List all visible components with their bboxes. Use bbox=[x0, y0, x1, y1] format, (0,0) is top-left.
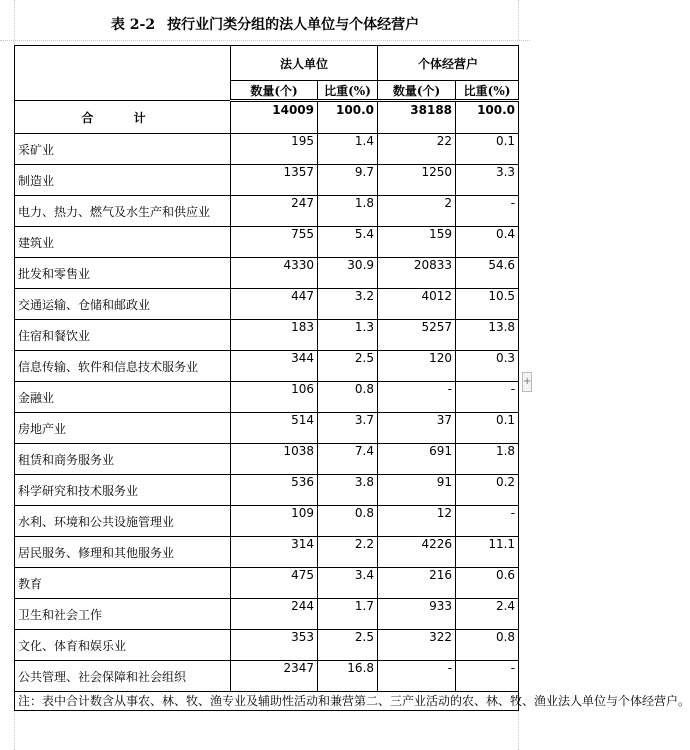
row-value: 0.8 bbox=[318, 506, 378, 537]
row-value: 13.8 bbox=[456, 320, 519, 351]
row-value: 2.5 bbox=[318, 630, 378, 661]
row-label: 住宿和餐饮业 bbox=[15, 320, 231, 351]
row-value: 1038 bbox=[231, 444, 318, 475]
total-value: 100.0 bbox=[456, 101, 519, 134]
row-value: - bbox=[456, 506, 519, 537]
row-value: 10.5 bbox=[456, 289, 519, 320]
plus-icon[interactable]: + bbox=[522, 372, 532, 392]
table-row bbox=[15, 630, 519, 661]
table-row bbox=[15, 413, 519, 444]
row-value: 322 bbox=[378, 630, 456, 661]
row-value: 0.8 bbox=[318, 382, 378, 413]
row-label: 租赁和商务服务业 bbox=[15, 444, 231, 475]
row-value: 30.9 bbox=[318, 258, 378, 289]
row-value: 16.8 bbox=[318, 661, 378, 692]
subheader-share: 比重(%) bbox=[318, 81, 378, 101]
table-row bbox=[15, 165, 519, 196]
row-label: 交通运输、仓储和邮政业 bbox=[15, 289, 231, 320]
row-value: 109 bbox=[231, 506, 318, 537]
row-value: 22 bbox=[378, 134, 456, 165]
row-value: 4226 bbox=[378, 537, 456, 568]
total-value: 38188 bbox=[378, 101, 456, 134]
row-label: 水利、环境和公共设施管理业 bbox=[15, 506, 231, 537]
row-value: 344 bbox=[231, 351, 318, 382]
group-header-individual-households: 个体经营户 bbox=[378, 46, 519, 81]
row-value: 2.4 bbox=[456, 599, 519, 630]
row-value: - bbox=[378, 661, 456, 692]
row-label: 卫生和社会工作 bbox=[15, 599, 231, 630]
row-value: - bbox=[456, 382, 519, 413]
row-value: 3.7 bbox=[318, 413, 378, 444]
row-value: - bbox=[456, 661, 519, 692]
row-value: 247 bbox=[231, 196, 318, 227]
row-value: 9.7 bbox=[318, 165, 378, 196]
table-row bbox=[15, 568, 519, 599]
row-value: 20833 bbox=[378, 258, 456, 289]
subheader-share: 比重(%) bbox=[456, 81, 519, 101]
table-row bbox=[15, 258, 519, 289]
row-value: 5257 bbox=[378, 320, 456, 351]
row-value: 2.5 bbox=[318, 351, 378, 382]
subheader-count: 数量(个) bbox=[378, 81, 456, 101]
row-value: 353 bbox=[231, 630, 318, 661]
row-value: 0.1 bbox=[456, 413, 519, 444]
row-value: 1357 bbox=[231, 165, 318, 196]
row-value: 691 bbox=[378, 444, 456, 475]
row-value: 0.6 bbox=[456, 568, 519, 599]
row-value: 3.8 bbox=[318, 475, 378, 506]
row-value: 2.2 bbox=[318, 537, 378, 568]
group-header-legal-entities: 法人单位 bbox=[231, 46, 378, 81]
row-value: 4012 bbox=[378, 289, 456, 320]
total-row bbox=[15, 101, 519, 134]
table-row bbox=[15, 351, 519, 382]
row-label: 采矿业 bbox=[15, 134, 231, 165]
row-value: 216 bbox=[378, 568, 456, 599]
table-row bbox=[15, 537, 519, 568]
row-value: - bbox=[378, 382, 456, 413]
row-value: 4330 bbox=[231, 258, 318, 289]
row-value: 3.3 bbox=[456, 165, 519, 196]
total-label: 合 计 bbox=[15, 101, 231, 134]
row-value: 1.7 bbox=[318, 599, 378, 630]
table-title bbox=[0, 14, 530, 34]
row-value: 159 bbox=[378, 227, 456, 258]
subheader-count: 数量(个) bbox=[231, 81, 318, 101]
row-label: 科学研究和技术服务业 bbox=[15, 475, 231, 506]
row-label: 居民服务、修理和其他服务业 bbox=[15, 537, 231, 568]
table-row bbox=[15, 227, 519, 258]
row-value: 0.8 bbox=[456, 630, 519, 661]
total-value: 14009 bbox=[231, 101, 318, 134]
data-table bbox=[14, 45, 690, 711]
row-value: 536 bbox=[231, 475, 318, 506]
row-label: 电力、热力、燃气及水生产和供应业 bbox=[15, 196, 231, 227]
row-value: 1250 bbox=[378, 165, 456, 196]
table-row bbox=[15, 506, 519, 537]
row-value: 3.2 bbox=[318, 289, 378, 320]
row-value: 37 bbox=[378, 413, 456, 444]
row-label: 文化、体育和娱乐业 bbox=[15, 630, 231, 661]
table-number: 表 2-2 bbox=[110, 17, 156, 33]
row-value: 0.2 bbox=[456, 475, 519, 506]
row-value: 120 bbox=[378, 351, 456, 382]
row-value: 1.8 bbox=[456, 444, 519, 475]
row-value: 3.4 bbox=[318, 568, 378, 599]
row-label: 教育 bbox=[15, 568, 231, 599]
row-value: 106 bbox=[231, 382, 318, 413]
row-value: 314 bbox=[231, 537, 318, 568]
row-value: 0.4 bbox=[456, 227, 519, 258]
row-value: 11.1 bbox=[456, 537, 519, 568]
row-label: 信息传输、软件和信息技术服务业 bbox=[15, 351, 231, 382]
header-corner-cell bbox=[15, 46, 231, 101]
row-value: 933 bbox=[378, 599, 456, 630]
header-row-groups bbox=[15, 46, 519, 81]
row-label: 公共管理、社会保障和社会组织 bbox=[15, 661, 231, 692]
row-value: 2347 bbox=[231, 661, 318, 692]
row-value: 514 bbox=[231, 413, 318, 444]
row-value: 0.1 bbox=[456, 134, 519, 165]
note-row bbox=[15, 692, 519, 711]
total-value: 100.0 bbox=[318, 101, 378, 134]
table-row bbox=[15, 382, 519, 413]
row-value: 475 bbox=[231, 568, 318, 599]
row-value: 244 bbox=[231, 599, 318, 630]
row-value: 7.4 bbox=[318, 444, 378, 475]
row-value: 183 bbox=[231, 320, 318, 351]
row-label: 批发和零售业 bbox=[15, 258, 231, 289]
table-row bbox=[15, 661, 519, 692]
row-value: 447 bbox=[231, 289, 318, 320]
table-row bbox=[15, 134, 519, 165]
table-row bbox=[15, 599, 519, 630]
row-value: 5.4 bbox=[318, 227, 378, 258]
table-row bbox=[15, 444, 519, 475]
table-row bbox=[15, 289, 519, 320]
row-value: 91 bbox=[378, 475, 456, 506]
table-row bbox=[15, 196, 519, 227]
row-value: 1.4 bbox=[318, 134, 378, 165]
row-label: 建筑业 bbox=[15, 227, 231, 258]
table-body bbox=[15, 46, 690, 711]
row-value: 755 bbox=[231, 227, 318, 258]
table-row bbox=[15, 320, 519, 351]
table-title-text: 按行业门类分组的法人单位与个体经营户 bbox=[167, 17, 420, 33]
row-value: - bbox=[456, 196, 519, 227]
row-value: 54.6 bbox=[456, 258, 519, 289]
row-label: 房地产业 bbox=[15, 413, 231, 444]
row-value: 1.3 bbox=[318, 320, 378, 351]
table-row bbox=[15, 475, 519, 506]
row-value: 0.3 bbox=[456, 351, 519, 382]
sheet-gridline bbox=[0, 40, 530, 41]
table-note: 注：表中合计数含从事农、林、牧、渔专业及辅助性活动和兼营第二、三产业活动的农、林、牧、渔业法人单位与个体经营户。 bbox=[15, 692, 519, 711]
row-value: 12 bbox=[378, 506, 456, 537]
row-value: 2 bbox=[378, 196, 456, 227]
row-value: 195 bbox=[231, 134, 318, 165]
row-value: 1.8 bbox=[318, 196, 378, 227]
row-label: 制造业 bbox=[15, 165, 231, 196]
row-label: 金融业 bbox=[15, 382, 231, 413]
